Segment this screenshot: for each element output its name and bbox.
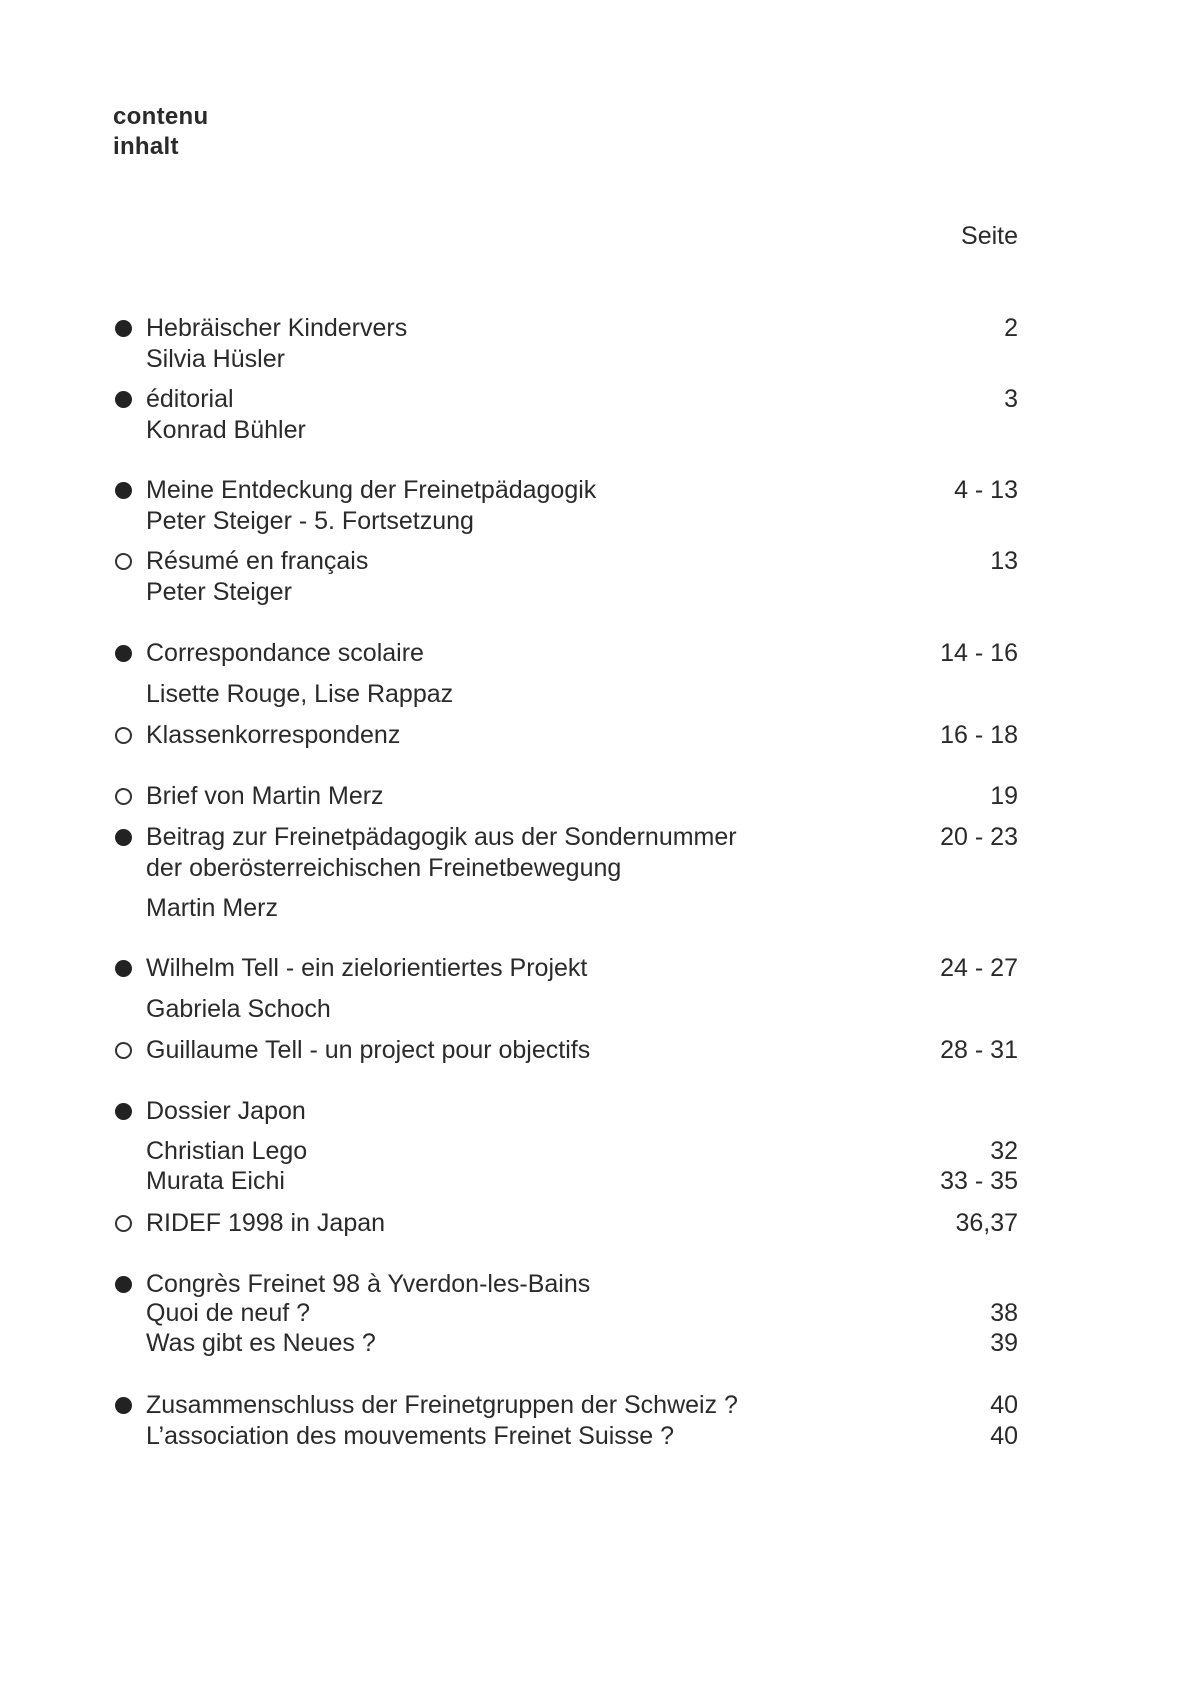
bullet-filled-icon [115,645,132,662]
toc-entry-title[interactable] [146,474,1018,506]
toc-subentry[interactable] [146,1297,1018,1329]
toc-entry-author [146,678,1018,710]
bullet-hollow-icon [115,553,132,570]
entry-page: 4 - 13 [954,476,1018,504]
heading-contenu: contenu [113,103,209,130]
entry-page: 13 [990,547,1018,575]
toc-entry-title-continued [146,852,1018,884]
bullet-hollow-icon [115,1042,132,1059]
entry-page: 24 - 27 [940,954,1018,982]
entry-title: Dossier Japon [146,1097,306,1125]
toc-entry-author [146,343,1018,375]
toc-entry-title[interactable] [146,545,1018,577]
subentry-text: Murata Eichi [146,1167,285,1195]
toc-subentry[interactable] [146,1420,1018,1452]
bullet-filled-icon [115,391,132,408]
toc-entry-author [146,414,1018,446]
entry-title: Guillaume Tell - un project pour objectifs [146,1036,591,1064]
bullet-hollow-icon [115,788,132,805]
subentry-text: L’association des mouvements Freinet Suisse ? [146,1422,675,1450]
toc-entry-title[interactable] [146,1034,1018,1066]
toc-entry-title[interactable] [146,1268,1018,1300]
bullet-filled-icon [115,482,132,499]
toc-entry-title[interactable] [146,383,1018,415]
entry-title: RIDEF 1998 in Japan [146,1209,386,1237]
subentry-page: 33 - 35 [940,1167,1018,1195]
toc-entry-author [146,505,1018,537]
subentry-text: Was gibt es Neues ? [146,1329,376,1357]
bullet-hollow-icon [115,727,132,744]
entry-page: 28 - 31 [940,1036,1018,1064]
toc-entry-title[interactable] [146,1389,1018,1421]
entry-author: Peter Steiger - 5. Fortsetzung [146,507,474,535]
toc-subentry[interactable] [146,1327,1018,1359]
entry-author: Konrad Bühler [146,416,306,444]
entry-page: 40 [990,1391,1018,1419]
entry-author: Lisette Rouge, Lise Rappaz [146,680,454,708]
toc-entry-title[interactable] [146,719,1018,751]
toc-subentry[interactable] [146,1165,1018,1197]
bullet-filled-icon [115,1276,132,1293]
bullet-filled-icon [115,960,132,977]
entry-title: Klassenkorrespondenz [146,721,401,749]
subentry-page: 40 [990,1422,1018,1450]
entry-author: Silvia Hüsler [146,345,285,373]
entry-title: Congrès Freinet 98 à Yverdon-les-Bains [146,1270,591,1298]
entry-title: Hebräischer Kindervers [146,314,408,342]
bullet-filled-icon [115,829,132,846]
page-column-header: Seite [961,222,1018,250]
subentry-text: Quoi de neuf ? [146,1299,311,1327]
toc-subentry[interactable] [146,1135,1018,1167]
subentry-page: 39 [990,1329,1018,1357]
entry-title: éditorial [146,385,234,413]
toc-entry-author [146,576,1018,608]
entry-title-line2: der oberösterreichischen Freinetbewegung [146,854,622,882]
subentry-page: 32 [990,1137,1018,1165]
entry-title: Correspondance scolaire [146,639,424,667]
toc-entry-author [146,892,1018,924]
toc-entry-title[interactable] [146,1207,1018,1239]
toc-entry-title[interactable] [146,1095,1018,1127]
heading-inhalt: inhalt [113,133,179,160]
toc-entry-title[interactable] [146,952,1018,984]
bullet-hollow-icon [115,1215,132,1232]
page-heading [113,102,208,162]
subentry-page: 38 [990,1299,1018,1327]
toc-entry-title[interactable] [146,780,1018,812]
entry-page: 20 - 23 [940,823,1018,851]
entry-page: 16 - 18 [940,721,1018,749]
entry-page: 3 [1004,385,1018,413]
entry-author: Martin Merz [146,894,278,922]
entry-author: Peter Steiger [146,578,292,606]
entry-title: Beitrag zur Freinetpädagogik aus der Sondernummer [146,823,737,851]
toc-entry-author [146,993,1018,1025]
toc-entry-title[interactable] [146,637,1018,669]
bullet-filled-icon [115,1103,132,1120]
entry-title: Résumé en français [146,547,369,575]
bullet-filled-icon [115,1397,132,1414]
entry-page: 2 [1004,314,1018,342]
entry-page: 19 [990,782,1018,810]
subentry-text: Christian Lego [146,1137,308,1165]
entry-page: 36,37 [955,1209,1018,1237]
entry-title: Zusammenschluss der Freinetgruppen der Schweiz ? [146,1391,738,1419]
entry-author: Gabriela Schoch [146,995,331,1023]
entry-title: Meine Entdeckung der Freinetpädagogik [146,476,597,504]
entry-title: Wilhelm Tell - ein zielorientiertes Projekt [146,954,588,982]
entry-title: Brief von Martin Merz [146,782,384,810]
toc-entry-title[interactable] [146,312,1018,344]
entry-page: 14 - 16 [940,639,1018,667]
bullet-filled-icon [115,320,132,337]
toc-entry-title[interactable] [146,821,1018,853]
